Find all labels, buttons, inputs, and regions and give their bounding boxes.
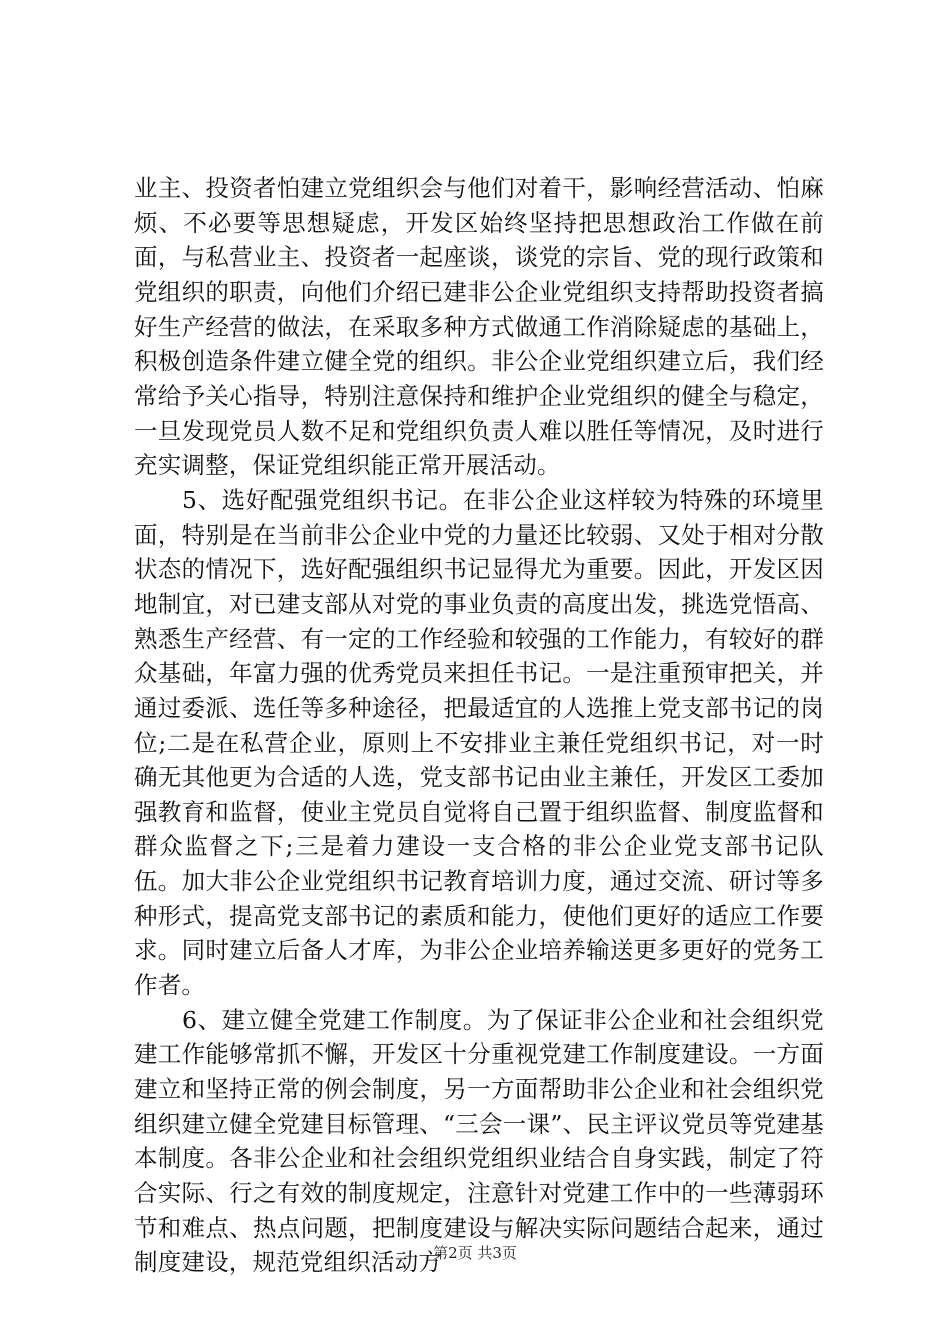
body-text	[134, 171, 824, 1280]
paragraph-continued: 业主、投资者怕建立党组织会与他们对着干，影响经营活动、怕麻烦、不必要等思想疑虑，开发区始终坚持把思想政治工作做在前面，与私营业主、投资者一起座谈，谈党的宗旨、党的现行政策和党组织的职责，向他们介绍已建非公企业党组织支持帮助投资者搞好生产经营的做法，在采取多种方式做通工作消除疑虑的基础上，积极创造条件建立健全党的组织。非公企业党组织建立后，我们经常给予关心指导，特别注意保持和维护企业党组织的健全与稳定，一旦发现党员人数不足和党组织负责人难以胜任等情况，及时进行充实调整，保证党组织能正常开展活动。	[134, 174, 824, 480]
paragraph-section-5: 5、选好配强党组织书记。在非公企业这样较为特殊的环境里面，特别是在当前非公企业中党的力量还比较弱、又处于相对分散状态的情况下，选好配强组织书记显得尤为重要。因此，开发区因地制宜，对已建支部从对党的事业负责的高度出发，挑选党悟高、熟悉生产经营、有一定的工作经验和较强的工作能力，有较好的群众基础，年富力强的优秀党员来担任书记。一是注重预审把关，并通过委派、选任等多种途径，把最适宜的人选推上党支部书记的岗位;二是在私营企业，原则上不安排业主兼任党组织书记，对一时确无其他更为合适的人选，党支部书记由业主兼任，开发区工委加强教育和监督，使业主党员自觉将自己置于组织监督、制度监督和群众监督之下;三是着力建设一支合格的非公企业党支部书记队伍。加大非公企业党组织书记教育培训力度，通过交流、研讨等多种形式，提高党支部书记的素质和能力，使他们更好的适应工作要求。同时建立后备人才库，为非公企业培养输送更多更好的党务工作者。	[134, 485, 824, 1000]
paragraph-section-6: 6、建立健全党建工作制度。为了保证非公企业和社会组织党建工作能够常抓不懈，开发区十分重视党建工作制度建设。一方面建立和坚持正常的例会制度，另一方面帮助非公企业和社会组织党组织建立健全党建目标管理、“三会一课”、民主评议党员等党建基本制度。各非公企业和社会组织党组织业结合自身实践，制定了符合实际、行之有效的制度规定，注意针对党建工作中的一些薄弱环节和难点、热点问题，把制度建设与解决实际问题结合起来，通过制度建设，规范党组织活动方	[134, 1005, 824, 1277]
page-footer: 第2页 共3页	[433, 1244, 517, 1262]
